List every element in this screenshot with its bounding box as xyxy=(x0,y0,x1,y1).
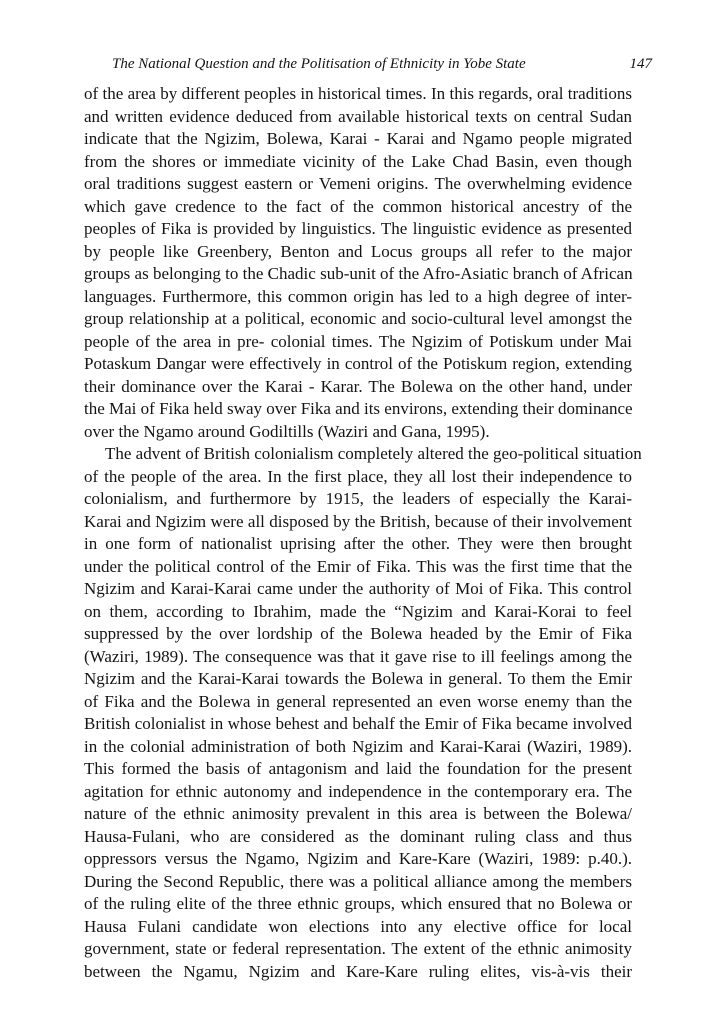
text-line: During the Second Republic, there was a political alliance among the members xyxy=(84,871,632,891)
text-line: and written evidence deduced from available historical texts on central Sudan xyxy=(84,106,632,126)
text-line: Hausa Fulani candidate won elections into any elective office for local xyxy=(84,916,632,936)
text-line: of the ruling elite of the three ethnic groups, which ensured that no Bolewa or xyxy=(84,894,632,913)
text-line: British colonialist in whose behest and behalf the Emir of Fika became involved xyxy=(84,714,632,733)
text-line: nature of the ethnic animosity prevalent in this area is between the Bolewa/ xyxy=(84,804,632,823)
text-line: over the Ngamo around Godiltills (Waziri and Gana, 1995). xyxy=(84,421,490,441)
text-line: under the political control of the Emir of Fika. This was the first time that the xyxy=(84,556,632,576)
text-line: Hausa-Fulani, who are considered as the dominant ruling class and thus xyxy=(84,826,632,846)
text-line: The advent of British colonialism completely altered the geo-political situation xyxy=(105,444,642,463)
text-line: Potaskum Dangar were effectively in control of the Potiskum region, extending xyxy=(84,354,632,373)
text-line: oppressors versus the Ngamo, Ngizim and Kare-Kare (Waziri, 1989: p.40.). xyxy=(84,849,632,868)
text-line: in the colonial administration of both Ngizim and Karai-Karai (Waziri, 1989). xyxy=(84,736,632,756)
text-line: groups as belonging to the Chadic sub-unit of the Afro-Asiatic branch of African xyxy=(84,264,633,283)
text-line: languages. Furthermore, this common origin has led to a high degree of inter- xyxy=(84,286,632,306)
text-line: (Waziri, 1989). The consequence was that it gave rise to ill feelings among the xyxy=(84,646,632,666)
body-text xyxy=(84,83,642,983)
text-line: people of the area in pre- colonial times. The Ngizim of Potiskum under Mai xyxy=(84,331,632,351)
text-line: oral traditions suggest eastern or Vemeni origins. The overwhelming evidence xyxy=(84,174,632,193)
text-line: group relationship at a political, economic and socio-cultural level amongst the xyxy=(84,309,632,328)
text-line: Ngizim and the Karai-Karai towards the Bolewa in general. To them the Emir xyxy=(84,669,632,688)
text-line: from the shores or immediate vicinity of the Lake Chad Basin, even though xyxy=(84,151,632,171)
text-line: of Fika and the Bolewa in general represented an even worse enemy than the xyxy=(84,691,632,711)
text-line: between the Ngamu, Ngizim and Kare-Kare ruling elites, vis-à-vis their xyxy=(84,961,632,981)
text-line: government, state or federal representation. The extent of the ethnic animosity xyxy=(84,939,632,958)
text-line: on them, according to Ibrahim, made the “Ngizim and Karai-Korai to feel xyxy=(84,601,632,621)
text-line: in one form of nationalist uprising after the other. They were then brought xyxy=(84,534,632,553)
text-line: Ngizim and Karai-Karai came under the authority of Moi of Fika. This control xyxy=(84,579,632,598)
text-line: peoples of Fika is provided by linguistics. The linguistic evidence as presented xyxy=(84,219,632,238)
text-line: their dominance over the Karai - Karar. The Bolewa on the other hand, under xyxy=(84,376,632,396)
page-number: 147 xyxy=(629,56,652,72)
text-line: agitation for ethnic autonomy and independence in the contemporary era. The xyxy=(84,781,632,801)
text-line: indicate that the Ngizim, Bolewa, Karai - Karai and Ngamo people migrated xyxy=(84,129,632,148)
text-line: of the area by different peoples in historical times. In this regards, oral traditions xyxy=(84,84,632,103)
running-header xyxy=(112,54,652,74)
text-line: by people like Greenbery, Benton and Locus groups all refer to the major xyxy=(84,241,632,261)
text-line: suppressed by the over lordship of the Bolewa headed by the Emir of Fika xyxy=(84,624,632,643)
text-line: Karai and Ngizim were all disposed by the British, because of their involvement xyxy=(84,511,632,531)
running-title: The National Question and the Politisation of Ethnicity in Yobe State xyxy=(112,56,526,72)
text-line: colonialism, and furthermore by 1915, the leaders of especially the Karai- xyxy=(84,489,632,508)
text-line: the Mai of Fika held sway over Fika and its environs, extending their dominance xyxy=(84,399,633,418)
text-line: which gave credence to the fact of the common historical ancestry of the xyxy=(84,196,632,216)
text-line: This formed the basis of antagonism and laid the foundation for the present xyxy=(84,759,632,778)
text-line: of the people of the area. In the first place, they all lost their independence to xyxy=(84,466,632,486)
